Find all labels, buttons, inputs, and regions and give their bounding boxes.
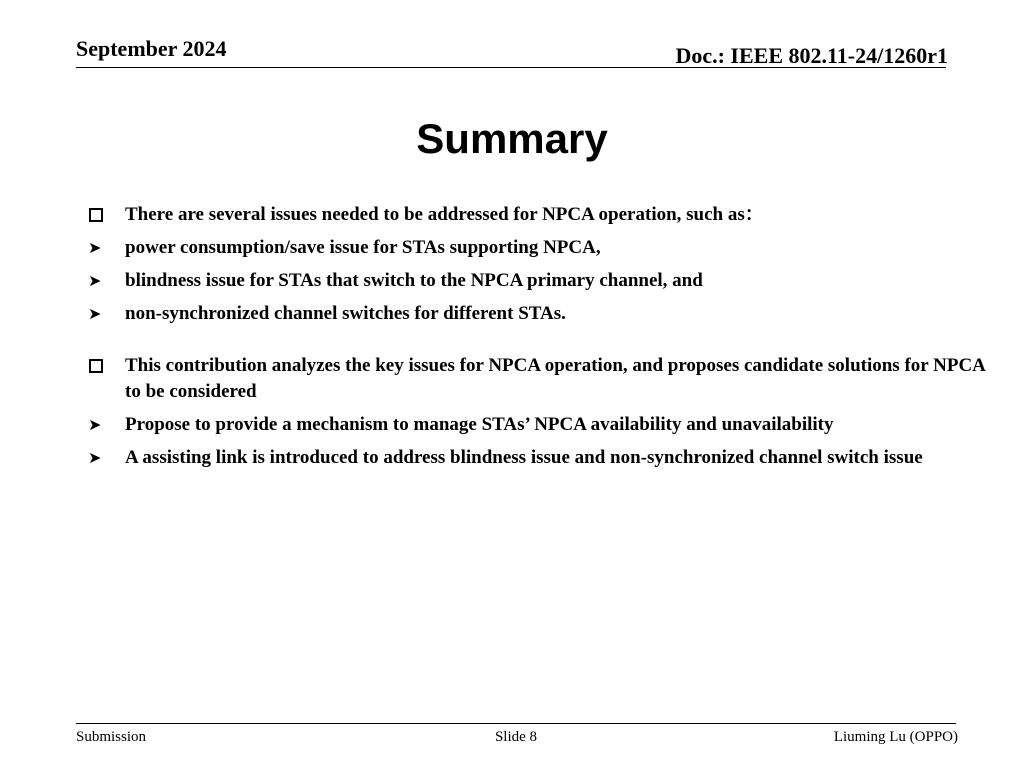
bullet-item (88, 202, 988, 228)
square-bullet-icon (88, 353, 125, 379)
bullet-text: A assisting link is introduced to address blindness issue and non-synchronized channel switch issue (125, 447, 923, 468)
footer-slide-number: Slide 8 (494, 729, 538, 745)
footer-submission: Submission (76, 729, 147, 745)
footer-divider (76, 723, 956, 724)
square-bullet-icon (88, 202, 125, 228)
arrow-bullet-icon: ➤ (88, 304, 102, 323)
bullet-item (88, 235, 988, 261)
bullet-text: This contribution analyzes the key issues for NPCA operation, and proposes candidate solutions for NPCA to be considered (125, 355, 985, 402)
bullet-item (88, 445, 988, 471)
bullet-item (88, 353, 988, 405)
slide-body (88, 202, 988, 478)
arrow-bullet-icon: ➤ (88, 271, 102, 290)
bullet-text: There are several issues needed to be addressed for NPCA operation, such as： (125, 204, 764, 225)
bullet-text: Propose to provide a mechanism to manage STAs’ NPCA availability and unavailability (125, 414, 834, 435)
arrow-bullet-icon: ➤ (88, 238, 102, 257)
footer-author: Liuming Lu (OPPO) (833, 729, 958, 745)
bullet-text: non-synchronized channel switches for different STAs. (125, 303, 566, 324)
slide-title: Summary (416, 115, 608, 162)
bullet-text: blindness issue for STAs that switch to the NPCA primary channel, and (125, 270, 703, 291)
arrow-bullet-icon: ➤ (88, 415, 102, 434)
header-doc-id: Doc.: IEEE 802.11-24/1260r1 (675, 43, 948, 68)
bullet-item (88, 301, 988, 327)
arrow-bullet-icon: ➤ (88, 448, 102, 467)
bullet-item (88, 268, 988, 294)
header-divider (76, 67, 946, 68)
bullet-text: power consumption/save issue for STAs supporting NPCA, (125, 237, 601, 258)
bullet-item (88, 412, 988, 438)
header-date: September 2024 (76, 36, 227, 61)
